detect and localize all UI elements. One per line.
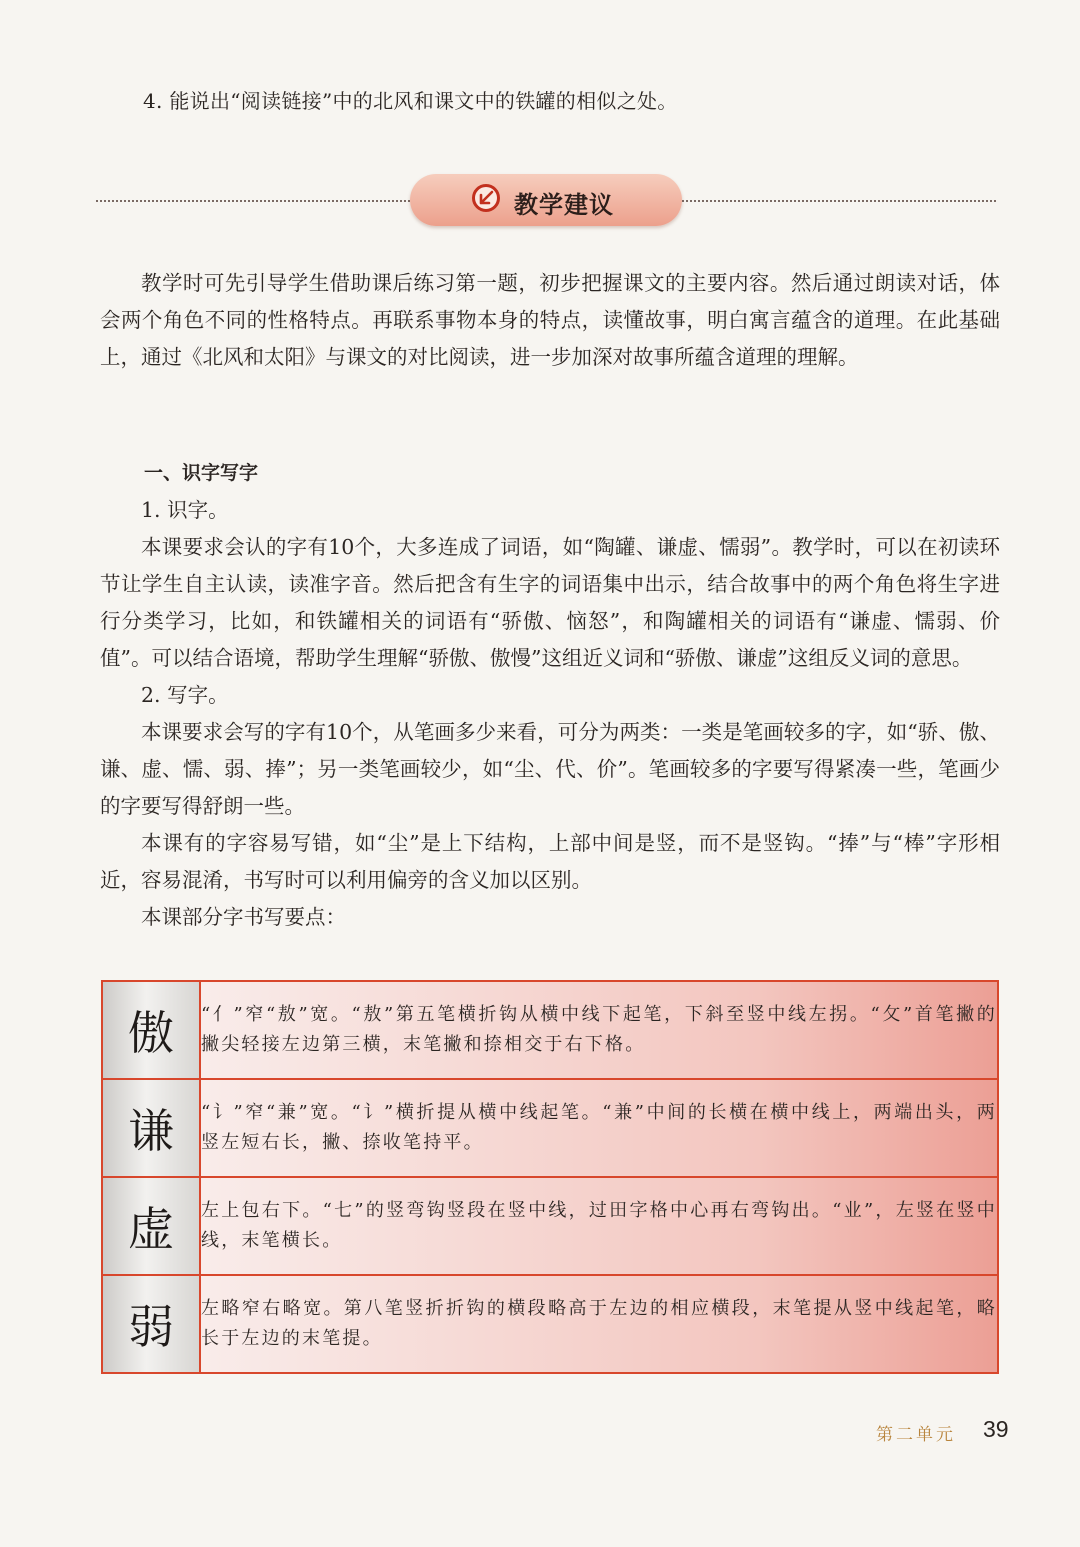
banner-title: 教学建议 bbox=[514, 191, 614, 219]
literacy-section bbox=[100, 492, 1000, 936]
page-number: 39 bbox=[983, 1416, 1009, 1442]
table-row bbox=[102, 1177, 998, 1275]
char-cell: 弱 bbox=[102, 1275, 200, 1373]
char-note: 左略窄右略宽。第八笔竖折折钩的横段略高于左边的相应横段，末笔提从竖中线起笔，略长于左边的末笔提。 bbox=[200, 1275, 998, 1373]
char-note: 左上包右下。“七”的竖弯钩竖段在竖中线，过田字格中心再右弯钩出。“业”，左竖在竖中线，末笔横长。 bbox=[200, 1177, 998, 1275]
section-heading: 一、识字写字 bbox=[144, 462, 259, 484]
writing-paragraph-1: 本课要求会写的字有10个，从笔画多少来看，可分为两类：一类是笔画较多的字，如“骄、傲、谦、虚、懦、弱、捧”；另一类笔画较少，如“尘、代、价”。笔画较多的字要写得紧凑一些，笔画少的字要写得舒朗一些。 bbox=[100, 720, 1000, 818]
table-row bbox=[102, 1275, 998, 1373]
sub-heading-writing: 2. 写字。 bbox=[141, 683, 229, 707]
divider-left bbox=[96, 200, 410, 202]
writing-paragraph-2: 本课有的字容易写错，如“尘”是上下结构，上部中间是竖，而不是竖钩。“捧”与“棒”字形相近，容易混淆，书写时可以利用偏旁的含义加以区别。 bbox=[100, 831, 1000, 892]
char-cell: 谦 bbox=[102, 1079, 200, 1177]
table-row bbox=[102, 981, 998, 1079]
sub-heading-recognition: 1. 识字。 bbox=[141, 498, 229, 522]
unit-label: 第二单元 bbox=[876, 1425, 956, 1445]
objective-line: 4. 能说出“阅读链接”中的北风和课文中的铁罐的相似之处。 bbox=[143, 89, 678, 113]
divider-right bbox=[682, 200, 996, 202]
table-row bbox=[102, 1079, 998, 1177]
section-banner bbox=[410, 174, 682, 226]
table-intro: 本课部分字书写要点： bbox=[141, 905, 346, 929]
char-note: “讠”窄“兼”宽。“讠”横折提从横中线起笔。“兼”中间的长横在横中线上，两端出头，两竖左短右长，撇、捺收笔持平。 bbox=[200, 1079, 998, 1177]
char-cell: 虚 bbox=[102, 1177, 200, 1275]
char-cell: 傲 bbox=[102, 981, 200, 1079]
char-note: “亻”窄“敖”宽。“敖”第五笔横折钩从横中线下起笔，下斜至竖中线左拐。“攵”首笔撇的撇尖轻接左边第三横，末笔撇和捺相交于右下格。 bbox=[200, 981, 998, 1079]
intro-paragraph: 教学时可先引导学生借助课后练习第一题，初步把握课文的主要内容。然后通过朗读对话，体会两个角色不同的性格特点。再联系事物本身的特点，读懂故事，明白寓言蕴含的道理。在此基础上，通过《北风和太阳》与课文的对比阅读，进一步加深对故事所蕴含道理的理解。 bbox=[100, 271, 1000, 369]
arrow-down-left-circle-icon bbox=[472, 184, 500, 212]
recognition-paragraph: 本课要求会认的字有10个，大多连成了词语，如“陶罐、谦虚、懦弱”。教学时，可以在初读环节让学生自主认读，读准字音。然后把含有生字的词语集中出示，结合故事中的两个角色将生字进行分类学习，比如，和铁罐相关的词语有“骄傲、恼怒”，和陶罐相关的词语有“谦虚、懦弱、价值”。可以结合语境，帮助学生理解“骄傲、傲慢”这组近义词和“骄傲、谦虚”这组反义词的意思。 bbox=[100, 535, 1000, 670]
writing-points-table bbox=[101, 980, 999, 1374]
